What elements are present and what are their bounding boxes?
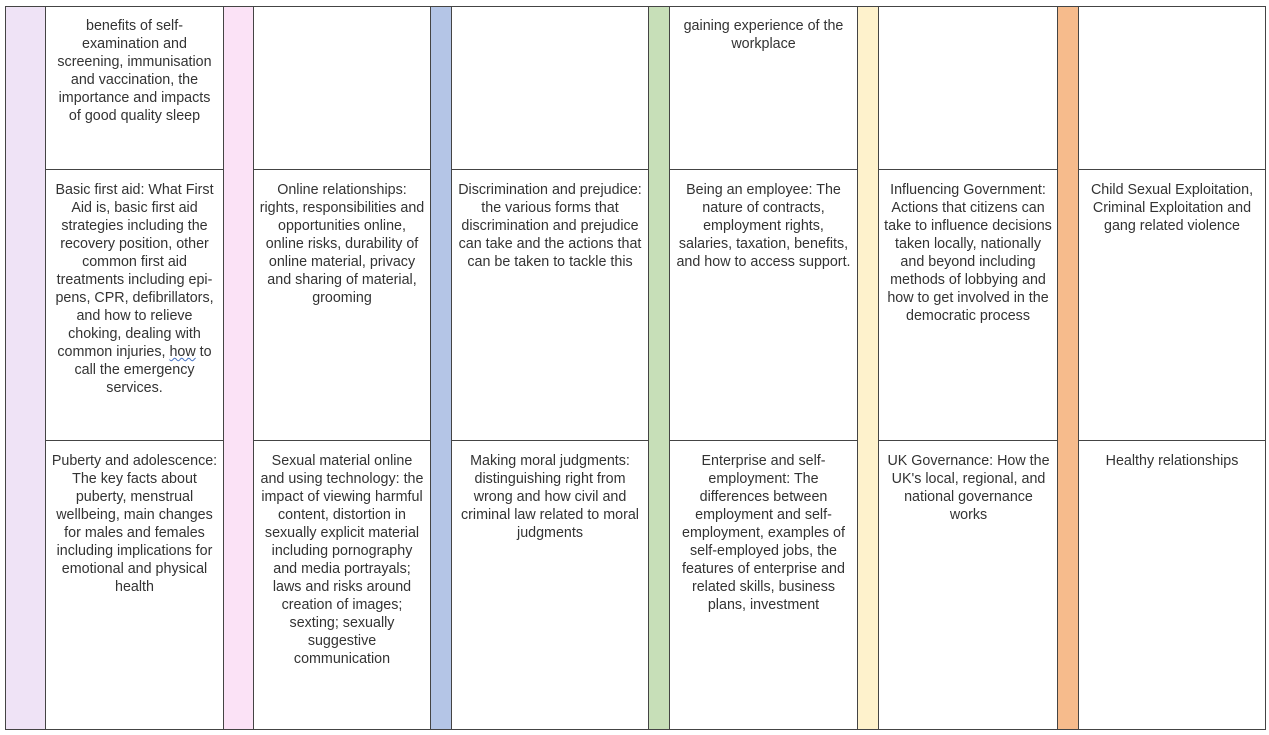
table-cell: Influencing Government: Actions that citizens can take to influence decisions taken locally, nationally and beyond including methods of lobbying and how to get involved in the democratic process bbox=[879, 170, 1058, 441]
color-stripe-pink bbox=[224, 7, 254, 730]
table-cell: Healthy relationships bbox=[1079, 441, 1266, 730]
table-cell: Sexual material online and using technology: the impact of viewing harmful content, distortion in sexually explicit material including pornography and media portrayals; laws and risks around creation of images; sexting; sexually suggestive communication bbox=[254, 441, 431, 730]
color-stripe-yellow bbox=[858, 7, 879, 730]
curriculum-table bbox=[5, 6, 1266, 730]
table-cell: Online relationships: rights, responsibilities and opportunities online, online risks, durability of online material, privacy and sharing of material, grooming bbox=[254, 170, 431, 441]
table-cell: UK Governance: How the UK's local, regional, and national governance works bbox=[879, 441, 1058, 730]
table-cell bbox=[1079, 7, 1266, 170]
color-stripe-blue bbox=[431, 7, 452, 730]
table-cell: Enterprise and self-employment: The differences between employment and self-employment, examples of self-employed jobs, the features of enterprise and related skills, business plans, investment bbox=[670, 441, 858, 730]
table-cell bbox=[452, 7, 649, 170]
color-stripe-green bbox=[649, 7, 670, 730]
spellcheck-word: how bbox=[169, 344, 196, 360]
table-cell: Being an employee: The nature of contracts, employment rights, salaries, taxation, benefits, and how to access support. bbox=[670, 170, 858, 441]
table-cell: Puberty and adolescence: The key facts about puberty, menstrual wellbeing, main changes for males and females including implications for emotional and physical health bbox=[46, 441, 224, 730]
cell-text: to call the emergency services. bbox=[74, 344, 212, 396]
table-cell bbox=[879, 7, 1058, 170]
color-stripe-orange bbox=[1058, 7, 1079, 730]
cell-text: Basic first aid: What First Aid is, basic first aid strategies including the recovery position, other common first aid treatments including epi-pens, CPR, defibrillators, and how to relieve choking, dealing with common injuries, bbox=[55, 182, 214, 360]
color-stripe-purple bbox=[6, 7, 46, 730]
table-cell: Child Sexual Exploitation, Criminal Exploitation and gang related violence bbox=[1079, 170, 1266, 441]
table-cell: Discrimination and prejudice: the various forms that discrimination and prejudice can take and the actions that can be taken to tackle this bbox=[452, 170, 649, 441]
table-cell: gaining experience of the workplace bbox=[670, 6, 858, 170]
table-cell: benefits of self-examination and screening, immunisation and vaccination, the importance and impacts of good quality sleep bbox=[46, 6, 224, 170]
table-cell: Making moral judgments: distinguishing right from wrong and how civil and criminal law related to moral judgments bbox=[452, 441, 649, 730]
table-cell bbox=[46, 170, 224, 441]
table-cell bbox=[254, 7, 431, 170]
